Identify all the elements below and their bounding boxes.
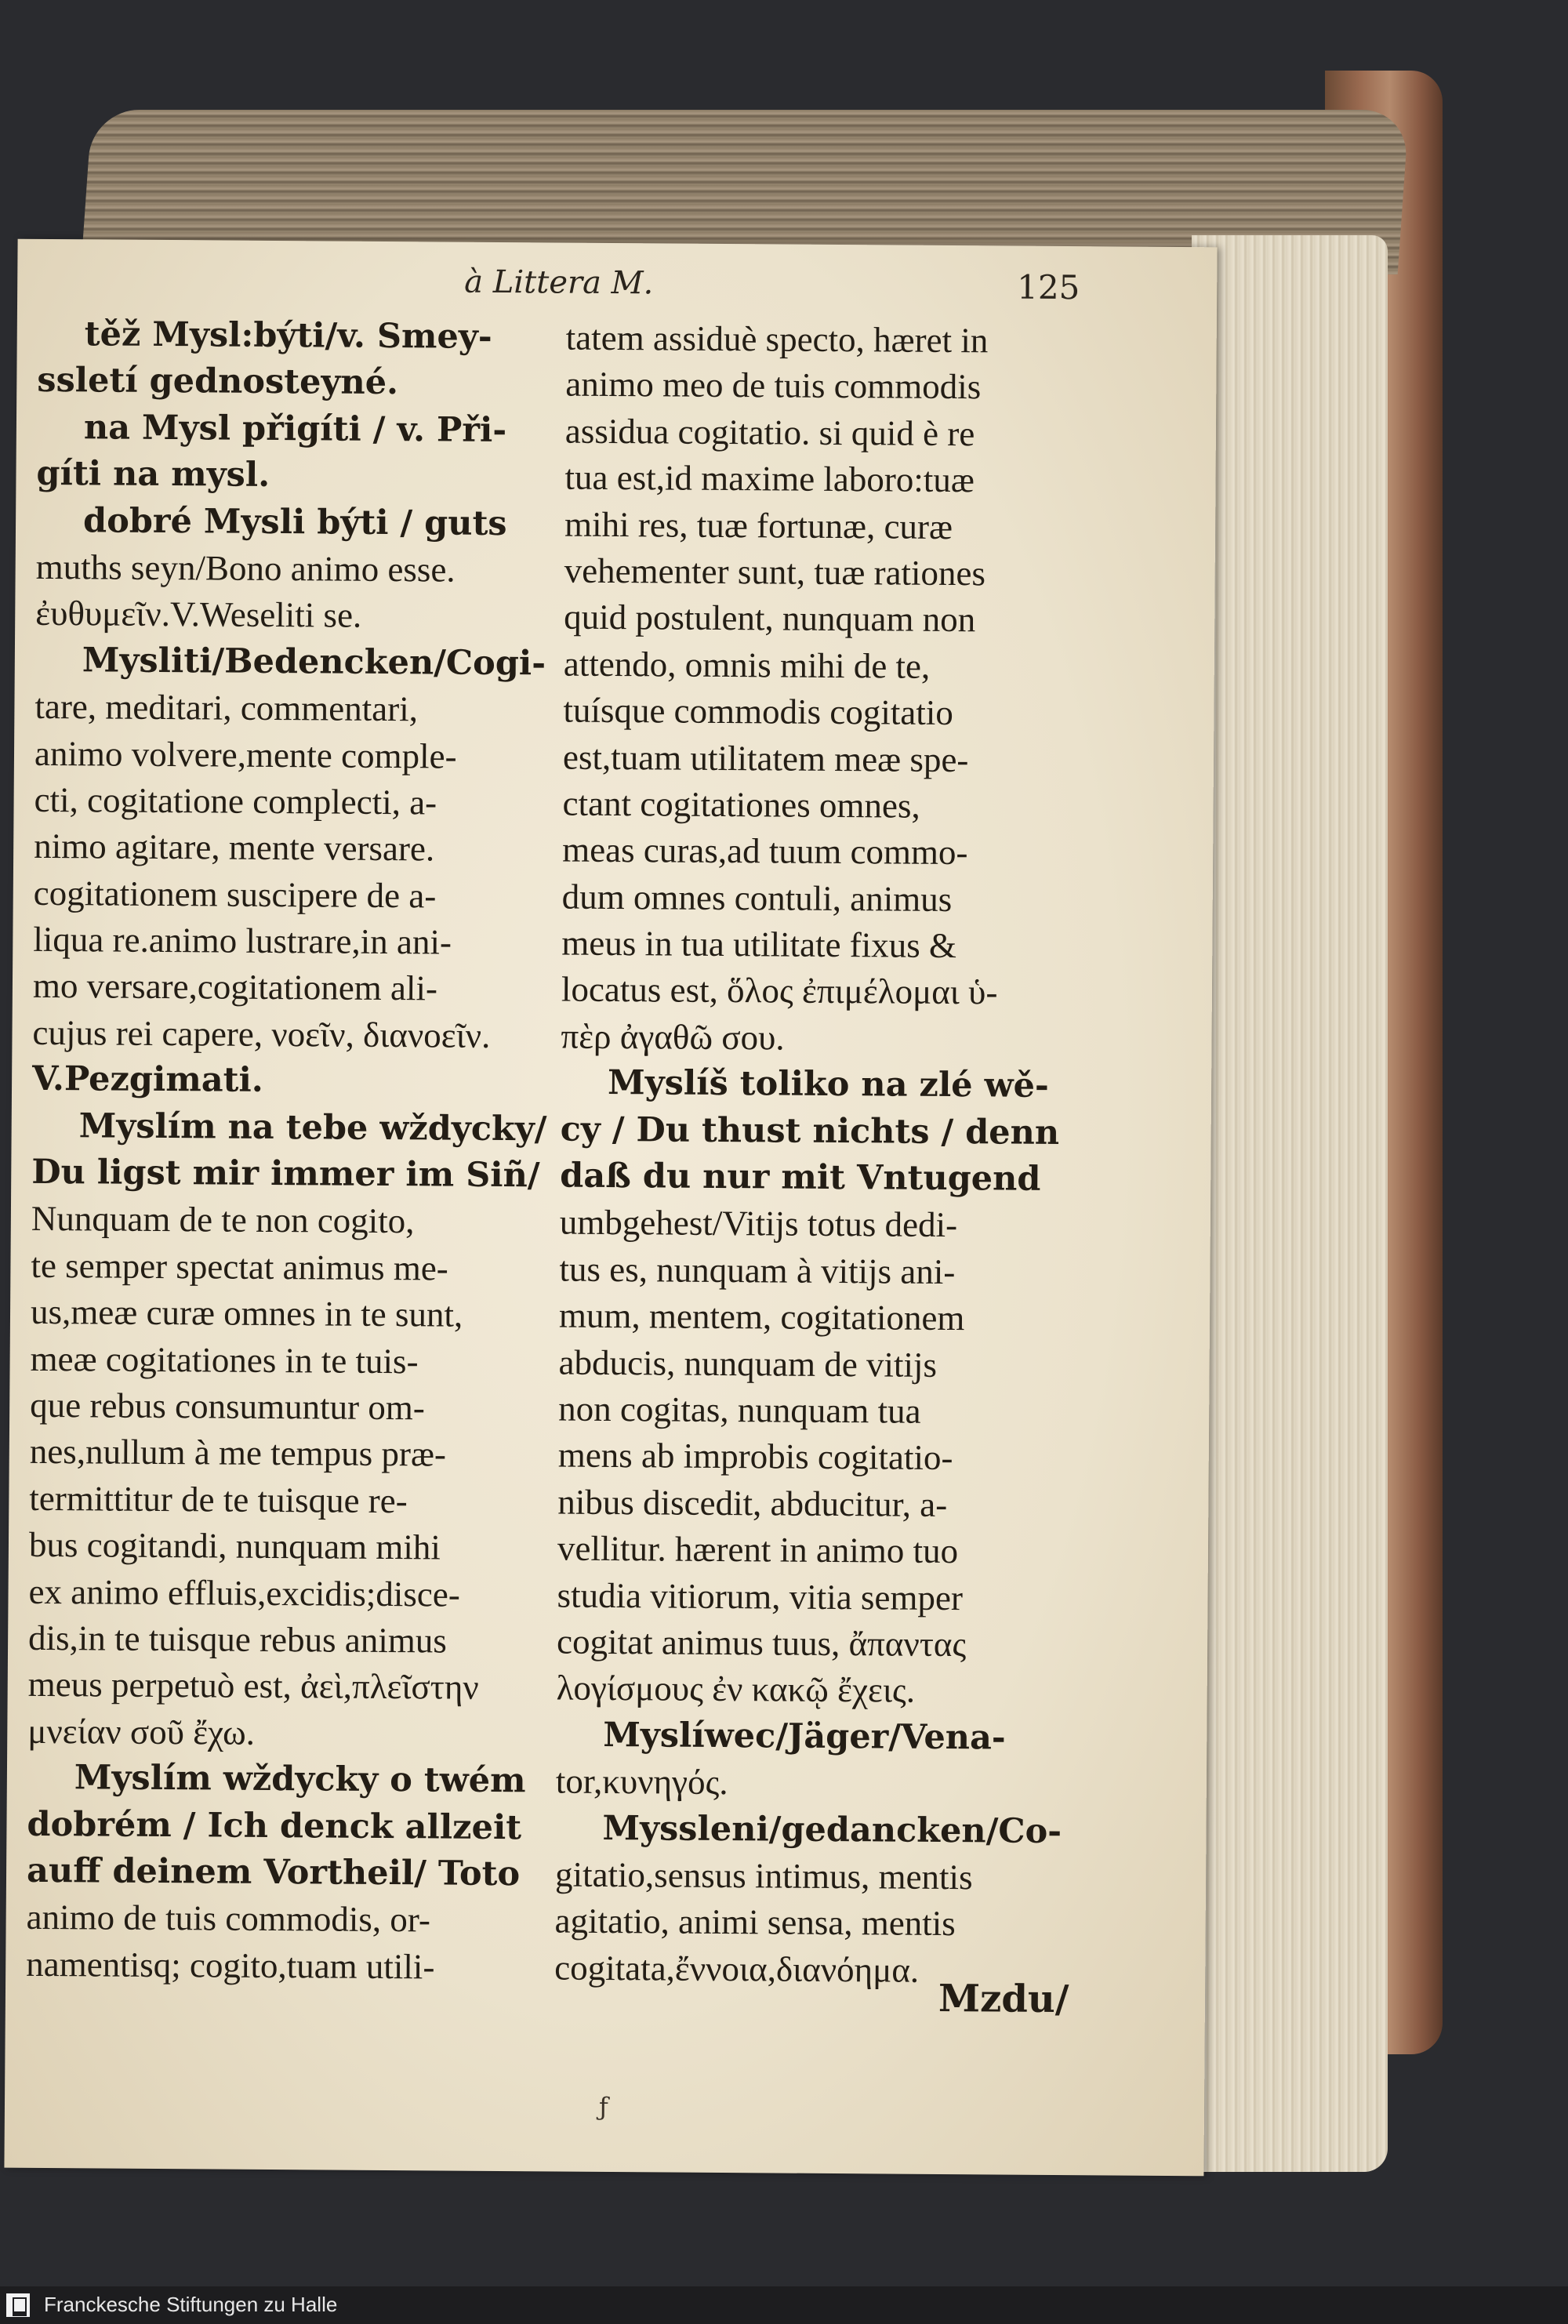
text-line: agitatio, animi sensa, mentis: [554, 1901, 956, 1944]
text-line: vellitur. hærent in animo tuo: [557, 1528, 959, 1571]
text-line: que rebus consumuntur om-: [30, 1385, 426, 1428]
text-line: dum omnes contuli, animus: [561, 877, 953, 919]
text-line: us,meæ curæ omnes in te sunt,: [30, 1292, 463, 1334]
text-line: Myslíwec/Jäger/Vena-: [603, 1715, 1006, 1758]
text-line: daß du nur mit Vntugend: [560, 1156, 1041, 1199]
text-line: quid postulent, nunquam non: [564, 597, 976, 640]
left-column: [26, 311, 571, 1992]
catchword: Mzdu/: [938, 1976, 1069, 2022]
text-line: vehementer sunt, tuæ rationes: [564, 550, 986, 594]
footer-credit: Franckesche Stiftungen zu Halle: [44, 2293, 338, 2316]
text-line: tua est,id maxime laboro:tuæ: [564, 457, 975, 500]
text-line: cy / Du thust nichts / denn: [560, 1109, 1060, 1153]
text-line: ex animo effluis,excidis;disce-: [28, 1571, 460, 1614]
text-line: těž Mysl:býti/v. Smey-: [84, 314, 492, 357]
text-line: attendo, omnis mihi de te,: [563, 644, 931, 686]
text-line: ἐυθυμεῖν.V.Weseliti se.: [35, 594, 362, 636]
page-edges: [1192, 235, 1388, 2172]
text-line: termittitur de te tuisque re-: [29, 1478, 408, 1520]
text-line: meus in tua utilitate fixus &: [561, 923, 957, 966]
text-line: cogitat animus tuus, ἄπαντας: [556, 1621, 967, 1665]
text-line: ctant cogitationes omnes,: [562, 783, 920, 826]
text-line: gitatio,sensus intimus, mentis: [554, 1854, 973, 1897]
text-line: mum, mentem, cogitationem: [558, 1295, 965, 1338]
text-line: auff deinem Vortheil/ Toto: [26, 1850, 521, 1894]
header-title: à Littera M.: [464, 263, 654, 302]
text-line: Mysliti/Bedencken/Cogi-: [82, 641, 546, 684]
text-line: dis,in te tuisque rebus animus: [27, 1618, 448, 1661]
text-line: dobrém / Ich denck allzeit: [27, 1804, 522, 1847]
footer-bar: [0, 2286, 1568, 2324]
text-line: mihi res, tuæ fortunæ, curæ: [564, 504, 953, 547]
book-page: [4, 239, 1217, 2177]
text-line: tare, meditari, commentari,: [34, 686, 419, 729]
text-line: nimo agitare, mente versare.: [34, 826, 435, 869]
text-line: animo volvere,mente comple-: [34, 733, 457, 776]
text-line: umbgehest/Vitijs totus dedi-: [559, 1202, 958, 1245]
text-line: V.Pezgimati.: [31, 1059, 263, 1101]
text-line: Du ligst mir immer im Siñ/: [31, 1152, 540, 1196]
text-line: meas curas,ad tuum commo-: [562, 830, 968, 873]
institution-logo-icon: [6, 2293, 30, 2317]
text-line: πὲρ ἀγαθῶ σου.: [561, 1016, 785, 1058]
text-line: animo meo de tuis commodis: [565, 364, 982, 407]
text-line: cogitata,ἔννοια,διανόημα.: [554, 1948, 920, 1990]
text-line: mo versare,cogitationem ali-: [32, 966, 438, 1008]
text-line: cti, cogitatione complecti, a-: [34, 779, 437, 822]
text-line: bus cogitandi, nunquam mihi: [28, 1524, 441, 1567]
text-line: abducis, nunquam de vitijs: [558, 1342, 938, 1385]
text-line: non cogitas, nunquam tua: [558, 1389, 921, 1431]
running-header: [17, 261, 1217, 317]
right-column: [554, 315, 1091, 1995]
text-line: dobré Mysli býti / guts: [82, 500, 507, 543]
text-line: tor,κυνηγός.: [555, 1761, 728, 1803]
text-line: μνείαν σοῦ ἔχω.: [27, 1711, 256, 1752]
text-line: Myssleni/gedancken/Co-: [602, 1808, 1062, 1851]
text-line: meus perpetuò est, ἀεὶ,πλεῖστην: [27, 1665, 479, 1708]
text-line: meæ cogitationes in te tuis-: [30, 1338, 419, 1381]
text-line: gíti na mysl.: [36, 454, 270, 496]
text-line: te semper spectat animus me-: [31, 1245, 448, 1288]
text-line: namentisq; cogito,tuam utili-: [26, 1944, 435, 1987]
text-line: est,tuam utilitatem meæ spe-: [562, 737, 969, 779]
text-line: nes,nullum à me tempus præ-: [29, 1432, 447, 1474]
text-line: mens ab improbis cogitatio-: [557, 1435, 953, 1478]
text-line: liqua re.animo lustrare,in ani-: [33, 919, 452, 962]
text-line: Myslím na tebe wždycky/: [78, 1106, 547, 1149]
text-line: Myslíš toliko na zlé wě-: [607, 1063, 1049, 1106]
text-line: tuísque commodis cogitatio: [563, 690, 954, 733]
text-line: λογίσμους ἐν κακῷ ἔχεις.: [556, 1668, 916, 1711]
text-line: tus es, nunquam à vitijs ani-: [559, 1249, 956, 1291]
text-line: cujus rei capere, νοεῖν, διανοεῖν.: [32, 1012, 491, 1055]
text-line: tatem assiduè specto, hæret in: [565, 318, 989, 361]
text-line: animo de tuis commodis, or-: [26, 1897, 431, 1940]
text-line: Nunquam de te non cogito,: [31, 1199, 415, 1241]
page-number: 125: [1017, 267, 1080, 307]
text-line: Myslím wždycky o twém: [74, 1758, 526, 1801]
signature-mark: ƒ: [598, 2091, 608, 2122]
text-line: ssletí gednosteyné.: [37, 361, 399, 403]
text-line: na Mysl přigíti / v. Při-: [83, 408, 507, 450]
text-line: studia vitiorum, vitia semper: [557, 1575, 964, 1618]
text-line: muths seyn/Bono animo esse.: [35, 547, 456, 590]
text-line: locatus est, ὅλος ἐπιμέλομαι ὑ-: [561, 970, 998, 1012]
text-line: cogitationem suscipere de a-: [33, 873, 437, 916]
text-line: assidua cogitatio. si quid è re: [564, 411, 975, 453]
text-line: nibus discedit, abducitur, a-: [557, 1482, 948, 1524]
